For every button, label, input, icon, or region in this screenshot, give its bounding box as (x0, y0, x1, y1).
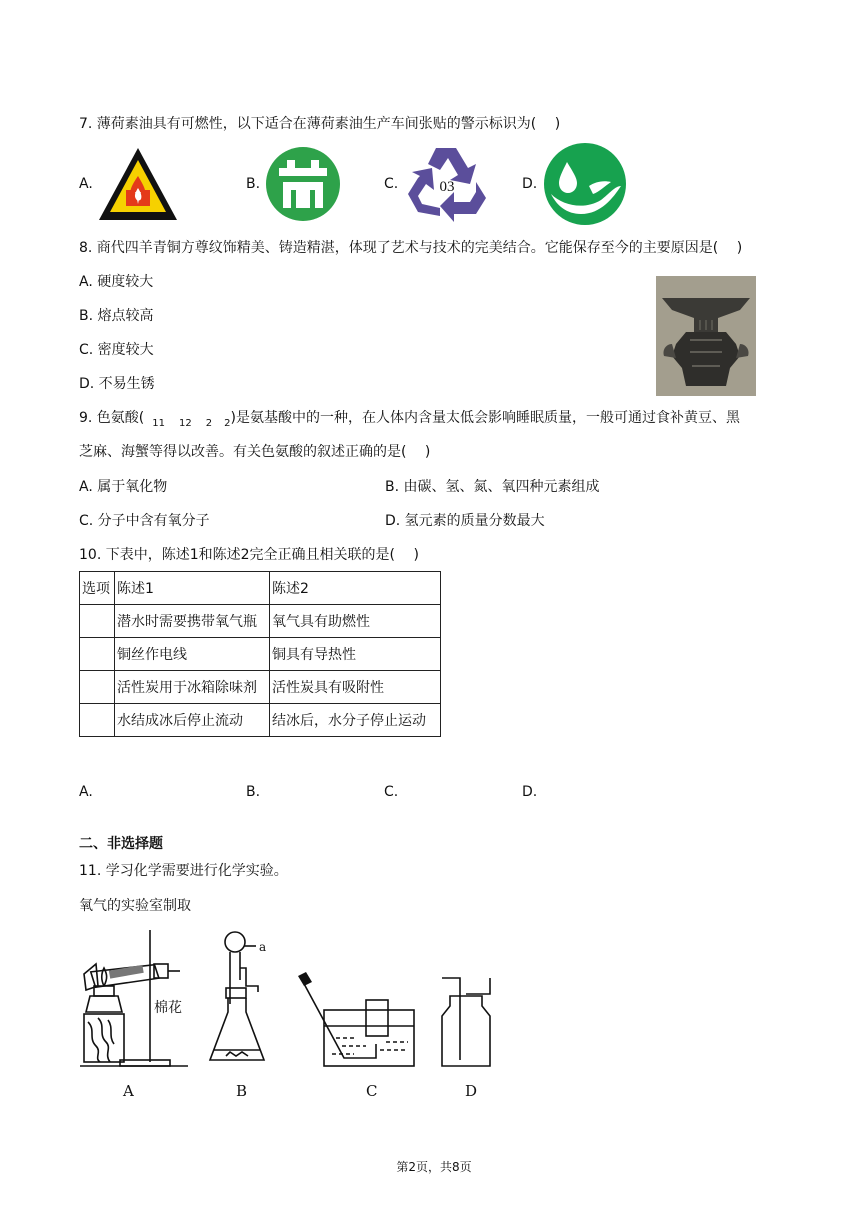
q9-stem-line1 (79, 408, 740, 430)
apparatus-label-a: A (123, 1082, 134, 1100)
table-cell: 结冰后，水分子停止运动 (270, 704, 441, 737)
table-cell: 活性炭用于冰箱除味剂 (115, 671, 270, 704)
q7-stem: 7. 薄荷素油具有可燃性，以下适合在薄荷素油生产车间张贴的警示标识为( ) (79, 116, 561, 132)
q7-option-c-label: C. (384, 176, 399, 192)
page-footer: 第2页，共8页 (396, 1160, 472, 1174)
q9-option-a: A. 属于氧化物 (79, 479, 168, 495)
q10-option-d: D. (522, 784, 538, 800)
apparatus-a-heating-tube-icon (80, 926, 190, 1072)
table-row (80, 605, 441, 638)
recycle-number: 03 (439, 179, 455, 195)
cotton-label: 棉花 (154, 1000, 182, 1016)
q8-stem: 8. 商代四羊青铜方尊纹饰精美、铸造精湛，体现了艺术与技术的完美结合。它能保存至今的主要原因是( ) (79, 240, 743, 256)
table-cell (80, 671, 115, 704)
q8-option-a: A. 硬度较大 (79, 274, 154, 290)
recycle-icon (404, 142, 490, 226)
q9-stem-start: 9. 色氨酸( (79, 410, 145, 426)
q10-option-a: A. (79, 784, 93, 800)
table-cell (80, 638, 115, 671)
q10-option-c: C. (384, 784, 399, 800)
q11-stem: 11. 学习化学需要进行化学实验。 (79, 863, 288, 879)
q9-option-d: D. 氢元素的质量分数最大 (385, 513, 545, 529)
q8-option-b: B. 熔点较高 (79, 308, 154, 324)
apparatus-d-gas-bottle-icon (436, 974, 496, 1070)
table-header-cell: 陈述2 (270, 572, 441, 605)
q8-option-c: C. 密度较大 (79, 342, 154, 358)
table-cell: 铜具有导热性 (270, 638, 441, 671)
q9-stem-line2: 芝麻、海蟹等得以改善。有关色氨酸的叙述正确的是( ) (79, 444, 431, 460)
q9-formula-sub-c: 11 (152, 418, 166, 429)
table-cell: 氧气具有助燃性 (270, 605, 441, 638)
table-cell: 铜丝作电线 (115, 638, 270, 671)
apparatus-label-b: B (236, 1082, 248, 1100)
q9-formula-sub-n: 2 (205, 418, 213, 429)
apparatus-b-flask-icon (206, 930, 276, 1072)
bronze-square-zun-photo (656, 276, 756, 396)
q9-formula-sub-o: 2 (224, 418, 231, 429)
table-cell: 活性炭具有吸附性 (270, 671, 441, 704)
statement-table (79, 571, 441, 737)
table-cell: 水结成冰后停止流动 (115, 704, 270, 737)
table-header-cell: 陈述1 (115, 572, 270, 605)
table-header-row (80, 572, 441, 605)
q9-option-c: C. 分子中含有氧分子 (79, 513, 210, 529)
q9-stem-middle: )是氨基酸中的一种，在人体内含量太低会影响睡眠质量，一般可通过食补黄豆、黑 (230, 410, 740, 426)
table-cell (80, 704, 115, 737)
q10-stem: 10. 下表中，陈述1和陈述2完全正确且相关联的是( ) (79, 547, 419, 563)
table-row (80, 671, 441, 704)
q11-subtitle: 氧气的实验室制取 (79, 898, 191, 914)
q9-option-b: B. 由碳、氢、氮、氧四种元素组成 (385, 479, 600, 495)
table-cell: 潜水时需要携带氧气瓶 (115, 605, 270, 638)
q10-option-b: B. (246, 784, 261, 800)
table-cell (80, 605, 115, 638)
flammable-warning-icon (97, 146, 179, 222)
table-header-cell: 选项 (80, 572, 115, 605)
funnel-label: a (259, 940, 267, 954)
section-title: 二、非选择题 (79, 836, 163, 852)
green-food-sign-icon (265, 146, 341, 222)
table-row (80, 638, 441, 671)
q8-option-d: D. 不易生锈 (79, 376, 155, 392)
water-saving-sign-icon (541, 142, 629, 226)
q7-option-b-label: B. (246, 176, 261, 192)
apparatus-label-d: D (465, 1082, 478, 1100)
q7-option-d-label: D. (522, 176, 538, 192)
q9-formula-sub-h: 12 (179, 418, 192, 429)
apparatus-label-c: C (366, 1082, 378, 1100)
q7-option-a-label: A. (79, 176, 93, 192)
apparatus-c-water-trough-icon (296, 966, 420, 1070)
table-row (80, 704, 441, 737)
